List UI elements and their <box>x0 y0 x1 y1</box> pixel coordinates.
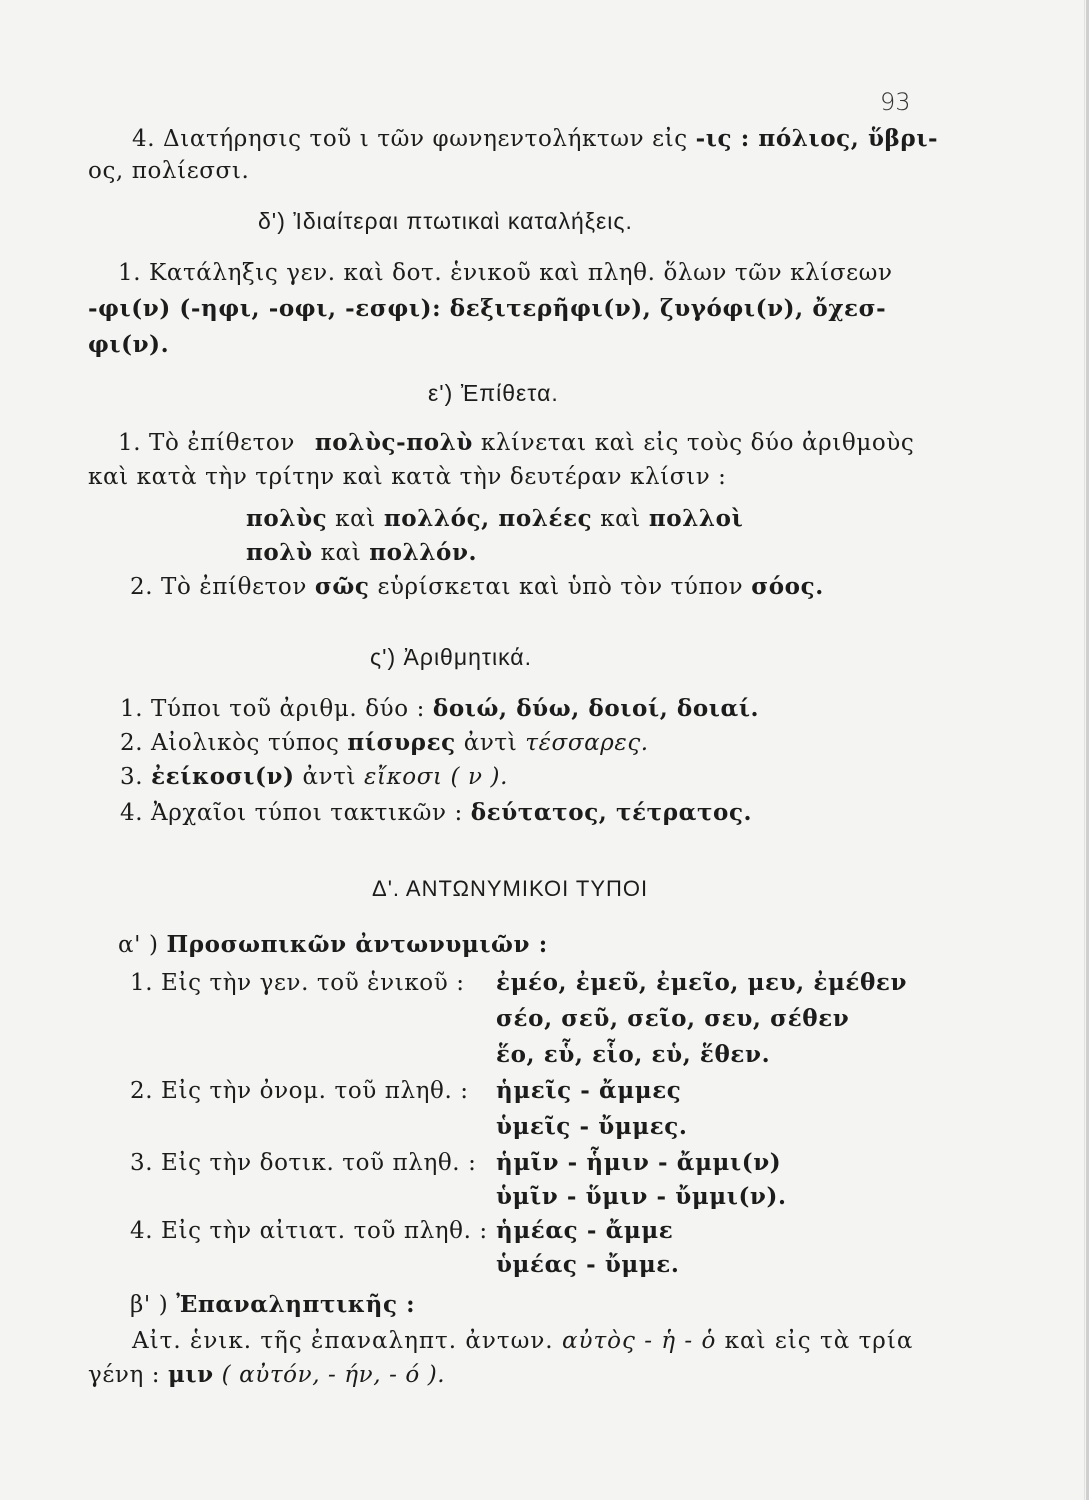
text: γένη : <box>88 1362 168 1388</box>
forms-italic: αὐτὸς - ἡ - ὁ <box>561 1328 717 1354</box>
row4-label: 4. Εἰς τὴν αἰτιατ. τοῦ πληθ. : <box>130 1218 488 1244</box>
section-e-forms-line1 <box>246 504 743 534</box>
row2-label: 2. Εἰς τὴν ὀνομ. τοῦ πληθ. : <box>130 1078 469 1104</box>
item4-forms: -ις : πόλιος, ὕβρι- <box>695 125 939 152</box>
section-f-item3 <box>120 762 508 792</box>
form: πολὺ <box>246 539 313 566</box>
row1-forms-3: ἕο, εὗ, εἷο, εὑ, ἕθεν. <box>496 1041 771 1068</box>
adjective-forms: πολὺς-πολὺ <box>314 429 473 456</box>
text: 3. <box>120 764 152 790</box>
row2-forms-1: ἡμεῖς - ἄμμες <box>496 1077 682 1104</box>
section-e-item1-line1 <box>118 428 914 458</box>
item4-text: 4. Διατήρησις τοῦ ι τῶν φωνηεντολήκτων εἰς <box>132 126 696 152</box>
form: ἐείκοσι(ν) <box>151 763 295 790</box>
scan-edge-line <box>1084 0 1085 1500</box>
form: πίσυρες <box>347 729 456 756</box>
text: κλίνεται καὶ εἰς τοὺς δύο ἀριθμοὺς <box>472 430 915 456</box>
section-f-heading: ς') Ἀριθμητικά. <box>370 644 532 670</box>
form-italic: εἴκοσι ( ν ). <box>364 764 509 790</box>
section-e-forms-line2 <box>246 538 477 568</box>
conj: καὶ <box>312 540 370 566</box>
section-d-item1-line3: φι(ν). <box>88 331 170 358</box>
section-f-item4 <box>120 798 752 828</box>
row3-forms-2: ὑμῖν - ὕμιν - ὔμμι(ν). <box>496 1183 787 1210</box>
form: σόος. <box>751 573 824 600</box>
text: εὑρίσκεται καὶ ὑπὸ τὸν τύπον <box>369 574 752 600</box>
title: Ἐπαναληπτικῆς : <box>176 1291 416 1318</box>
row3-label: 3. Εἰς τὴν δοτικ. τοῦ πληθ. : <box>130 1150 477 1176</box>
forms-italic: ( αὐτόν, - ήν, - ό ). <box>213 1362 446 1388</box>
section-d-item1-line2: -φι(ν) (-ηφι, -οφι, -εσφι): δεξιτερῆφι(ν), ζυγόφι(ν), ὄχεσ- <box>88 295 887 322</box>
final-line2 <box>88 1360 445 1390</box>
section-e-item2 <box>130 572 824 602</box>
title: Προσωπικῶν ἀντωνυμιῶν : <box>166 931 548 958</box>
label: α' ) <box>118 932 167 958</box>
row3-forms-1: ἡμῖν - ἧμιν - ἄμμι(ν) <box>496 1149 782 1176</box>
final-line1 <box>132 1326 913 1356</box>
text: ἀντὶ <box>455 730 526 756</box>
section-f-item2 <box>120 728 649 758</box>
text: καὶ εἰς τὰ τρία <box>716 1328 914 1354</box>
label: β' ) <box>130 1292 177 1318</box>
form-italic: τέσσαρες. <box>525 730 649 756</box>
item4-line2: ος, πολίεσσι. <box>88 158 250 184</box>
section-d-heading: δ') Ἰδιαίτεραι πτωτικαὶ καταλήξεις. <box>258 208 633 234</box>
forms: δεύτατος, τέτρατος. <box>470 799 753 826</box>
row4-forms-2: ὑμέας - ὔμμε. <box>496 1251 680 1278</box>
section-e-item1-line2: καὶ κατὰ τὴν τρίτην καὶ κατὰ τὴν δευτέραν κλίσιν : <box>88 464 727 490</box>
text: ἀντὶ <box>294 764 365 790</box>
section-f-item1 <box>120 694 759 724</box>
section-d-item1-line1: 1. Κατάληξις γεν. καὶ δοτ. ἑνικοῦ καὶ πληθ. ὅλων τῶν κλίσεων <box>118 260 893 286</box>
form: πολλοὶ <box>648 505 744 532</box>
page-number: 93 <box>880 88 911 116</box>
row4-forms-1: ἡμέας - ἄμμε <box>496 1217 674 1244</box>
chapter-heading: Δ'. ΑΝΤΩΝΥΜΙΚΟΙ ΤΥΠΟΙ <box>372 876 649 901</box>
form: πολὺς <box>246 505 328 532</box>
sub-a-heading <box>118 930 548 960</box>
section-e-heading: ε') Ἐπίθετα. <box>428 380 559 406</box>
conj: καὶ <box>327 506 384 532</box>
row1-forms-2: σέο, σεῦ, σεῖο, σευ, σέθεν <box>496 1005 850 1032</box>
form: πολλός, πολέες <box>383 505 593 532</box>
row1-forms-1: ἐμέο, ἐμεῦ, ἐμεῖο, μευ, ἐμέθεν <box>496 969 908 996</box>
text: Αἰτ. ἑνικ. τῆς ἐπαναληπτ. ἀντων. <box>132 1328 562 1354</box>
form: σῶς <box>314 573 370 600</box>
text: 2. Τὸ ἐπίθετον <box>130 574 315 600</box>
form: μιν <box>168 1361 214 1388</box>
form: πολλόν. <box>369 539 478 566</box>
text: 2. Αἰολικὸς τύπος <box>120 730 348 756</box>
sub-b-heading <box>130 1290 415 1320</box>
text: 1. Τύποι τοῦ ἀριθμ. δύο : <box>120 696 433 722</box>
text: 1. Τὸ ἐπίθετον <box>118 430 303 456</box>
forms: δοιώ, δύω, δοιοί, δοιαί. <box>432 695 760 722</box>
text: 4. Ἀρχαῖοι τύποι τακτικῶν : <box>120 800 471 826</box>
item4-line1 <box>132 124 938 154</box>
row1-label: 1. Εἰς τὴν γεν. τοῦ ἑνικοῦ : <box>130 970 465 996</box>
row2-forms-2: ὑμεῖς - ὔμμες. <box>496 1113 688 1140</box>
conj: καὶ <box>592 506 649 532</box>
